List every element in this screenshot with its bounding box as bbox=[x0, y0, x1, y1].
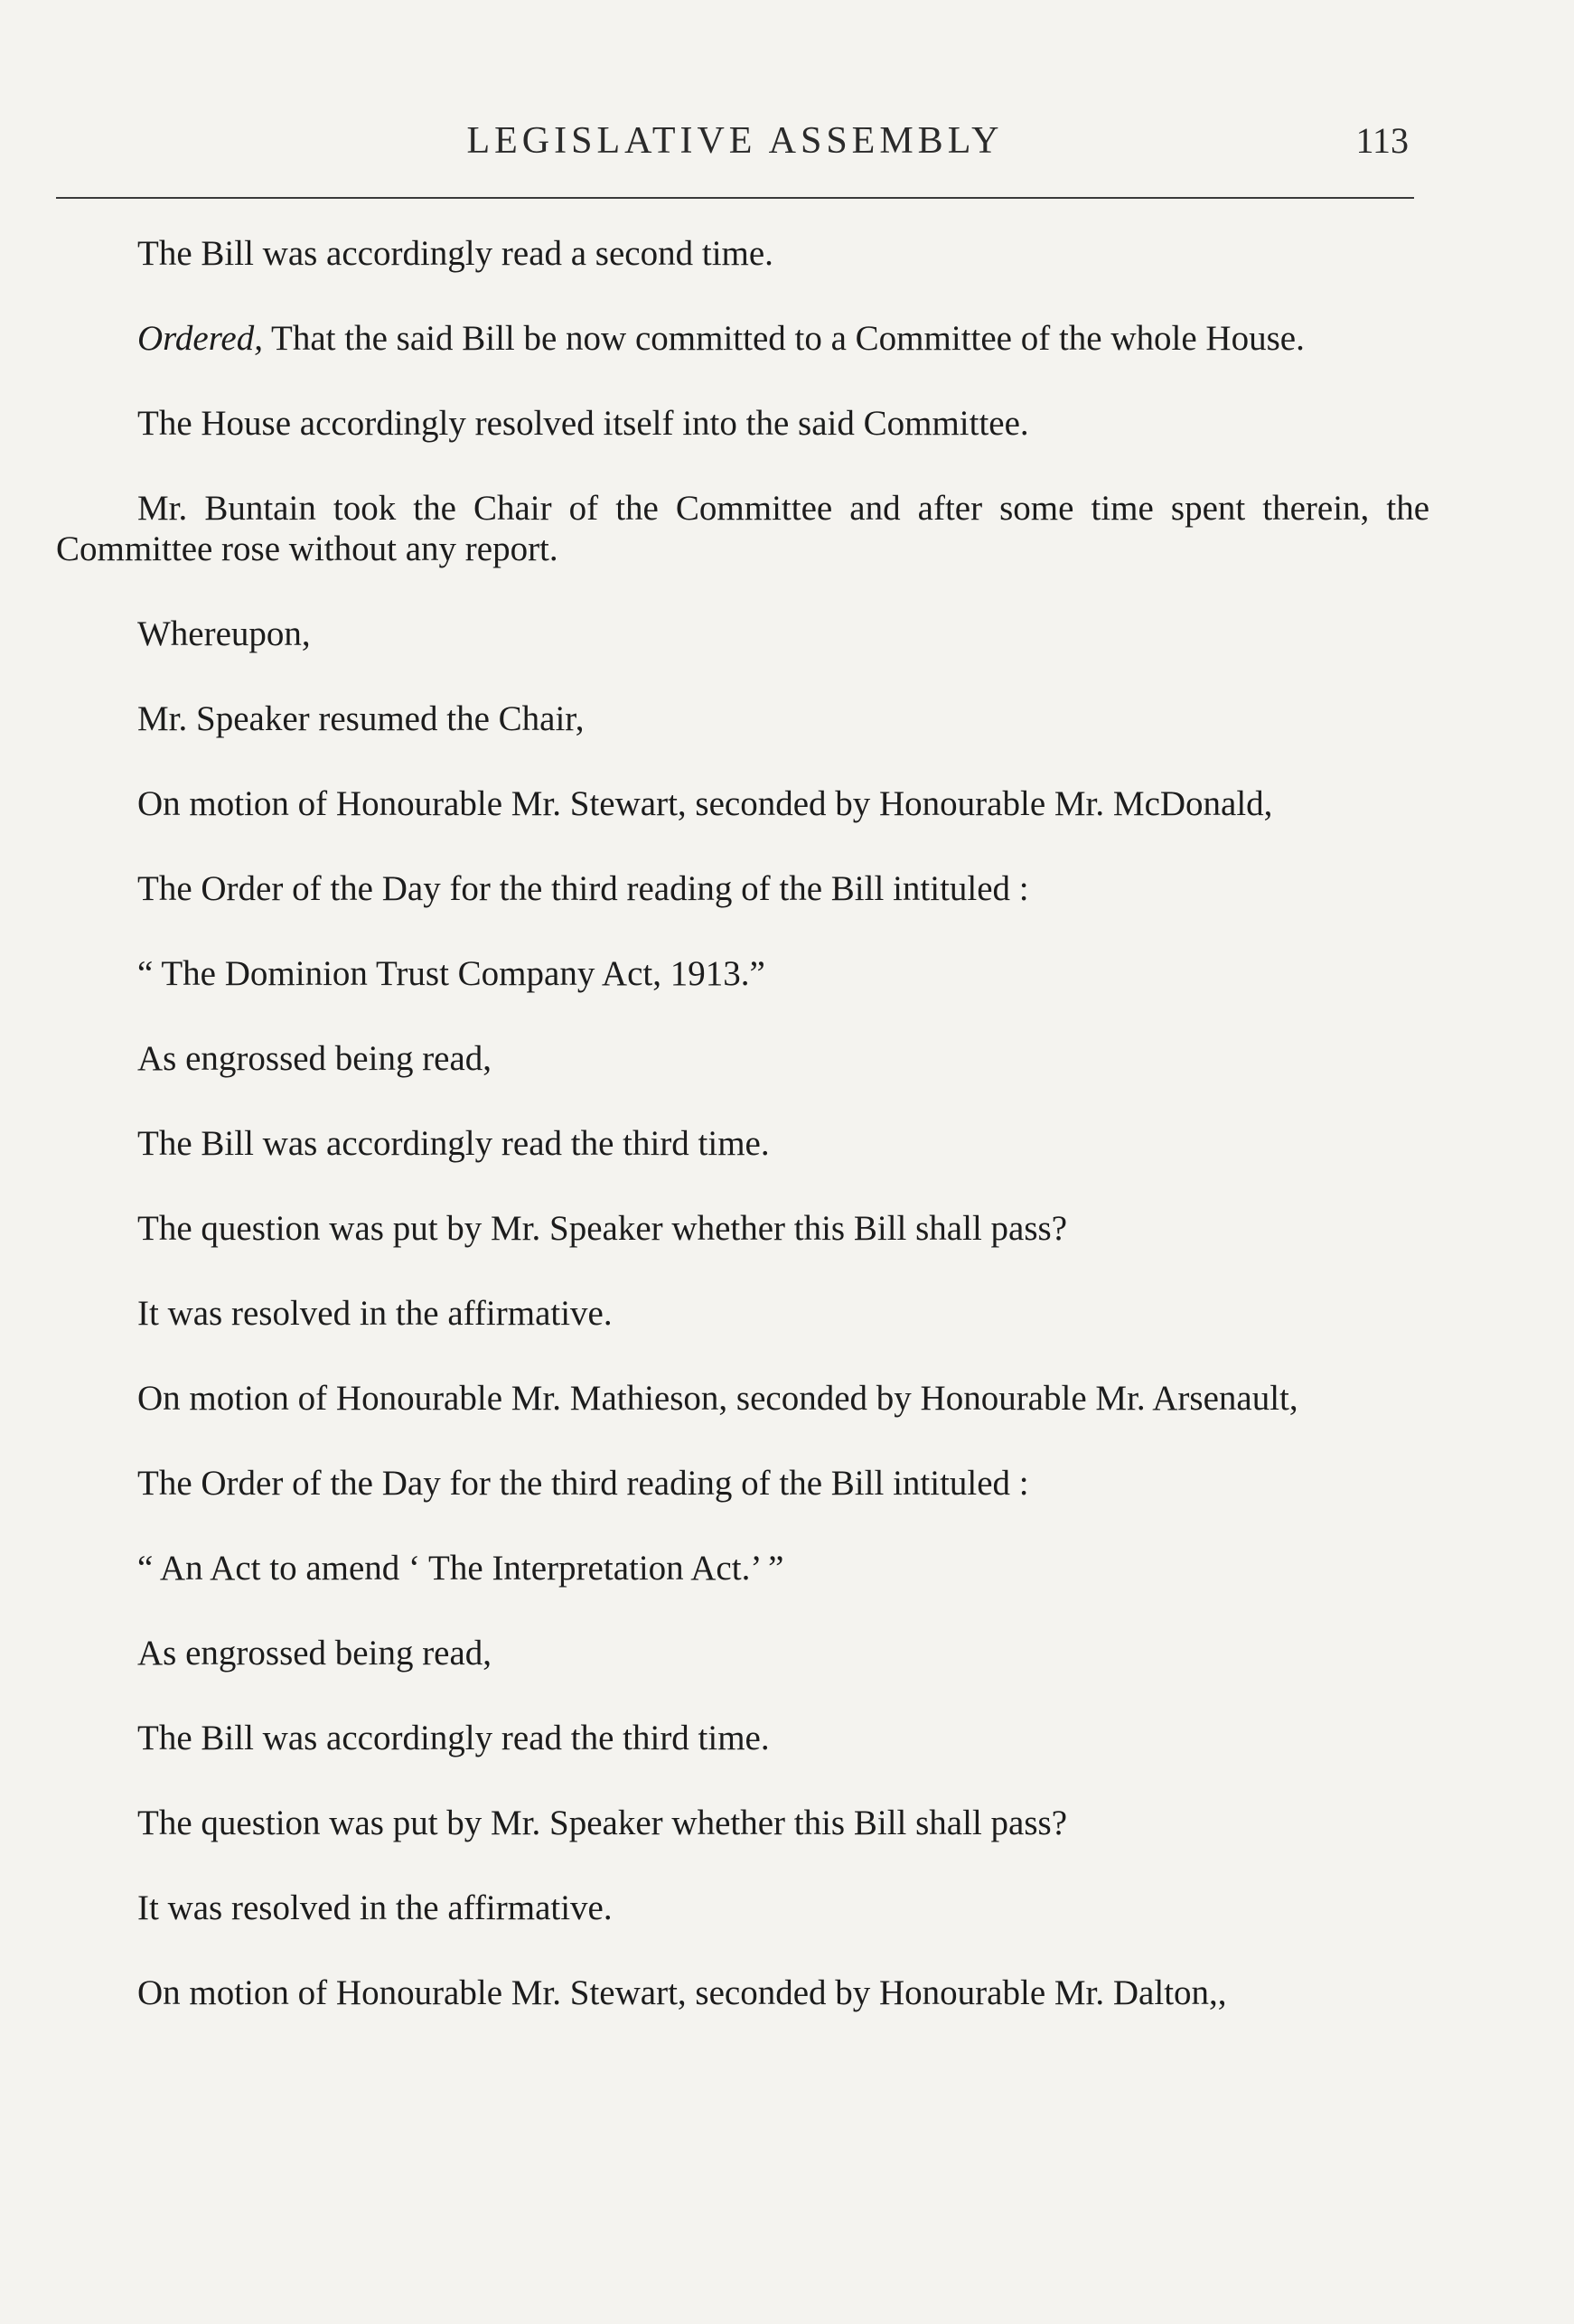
page-number: 113 bbox=[1355, 120, 1409, 161]
paragraph: The question was put by Mr. Speaker whether this Bill shall pass? bbox=[137, 1209, 1068, 1248]
paragraph: Whereupon, bbox=[137, 614, 311, 653]
paragraph: It was resolved in the affirmative. bbox=[137, 1294, 613, 1333]
paragraph: The Bill was accordingly read a second time. bbox=[137, 234, 773, 273]
paragraph: The Order of the Day for the third reading of the Bill intituled : bbox=[137, 1464, 1029, 1503]
page-header bbox=[56, 119, 1414, 173]
paragraph: Mr. Speaker resumed the Chair, bbox=[137, 699, 585, 738]
paragraph: As engrossed being read, bbox=[137, 1039, 492, 1078]
paragraph: On motion of Honourable Mr. Mathieson, seconded by Honourable Mr. Arsenault, bbox=[137, 1379, 1298, 1418]
paragraph: The question was put by Mr. Speaker whether this Bill shall pass? bbox=[137, 1804, 1068, 1842]
ordered-label: Ordered, bbox=[137, 319, 263, 358]
paragraph: It was resolved in the affirmative. bbox=[137, 1888, 613, 1927]
paragraph: On motion of Honourable Mr. Stewart, seconded by Honourable Mr. McDonald, bbox=[137, 784, 1273, 823]
paragraph: The House accordingly resolved itself into the said Committee. bbox=[137, 404, 1029, 443]
body-text bbox=[56, 233, 1438, 2013]
paragraph: On motion of Honourable Mr. Stewart, seconded by Honourable Mr. Dalton,, bbox=[137, 1973, 1227, 2012]
paragraph: “ An Act to amend ‘ The Interpretation Act.’ ” bbox=[137, 1549, 784, 1588]
paragraph: “ The Dominion Trust Company Act, 1913.” bbox=[137, 954, 765, 993]
paragraph: The Bill was accordingly read the third time. bbox=[137, 1124, 770, 1163]
paragraph: Ordered, That the said Bill be now committed to a Committee of the whole House. bbox=[137, 319, 1305, 358]
paragraph: Mr. Buntain took the Chair of the Committee and after some time spent therein, the Committee rose without any report. bbox=[56, 489, 1438, 568]
running-head: LEGISLATIVE ASSEMBLY bbox=[466, 120, 1004, 162]
paragraph: As engrossed being read, bbox=[137, 1634, 492, 1673]
paragraph: The Bill was accordingly read the third time. bbox=[137, 1719, 770, 1757]
header-rule bbox=[56, 197, 1414, 199]
paragraph: The Order of the Day for the third reading of the Bill intituled : bbox=[137, 869, 1029, 908]
